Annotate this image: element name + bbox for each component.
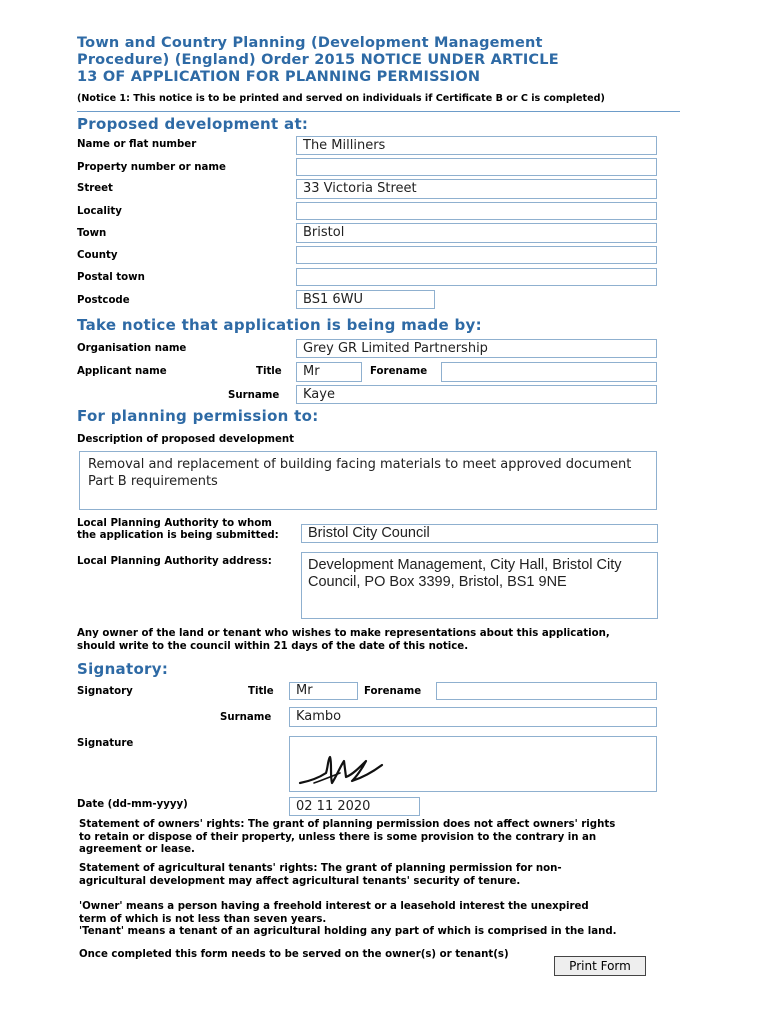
postcode-field[interactable]: BS1 6WU: [296, 290, 435, 309]
county-label: County: [77, 250, 118, 261]
applicant-surname-field[interactable]: Kaye: [296, 385, 657, 404]
organisation-label: Organisation name: [77, 343, 187, 354]
signatory-title-label: Title: [248, 686, 274, 697]
applicant-label: Applicant name: [77, 366, 167, 377]
applicant-surname-label: Surname: [228, 390, 280, 401]
statement-line: agreement or lease.: [79, 844, 195, 855]
definition-line: term of which is not less than seven years.: [79, 913, 327, 925]
applicant-forename-label: Forename: [370, 366, 428, 377]
town-field[interactable]: Bristol: [296, 223, 657, 243]
applicant-heading: Take notice that application is being made by:: [77, 316, 482, 334]
property-label: Property number or name: [77, 162, 226, 173]
form-title-line: Procedure) (England) Order 2015 NOTICE UNDER ARTICLE: [77, 52, 559, 68]
postal-town-field[interactable]: [296, 268, 657, 286]
representations-line: should write to the council within 21 days of the date of this notice.: [77, 640, 469, 652]
handwritten-signature: [290, 737, 656, 791]
statement-line: to retain or dispose of their property, unless there is some provision to the contrary in an: [79, 831, 597, 843]
date-field[interactable]: 02 11 2020: [289, 797, 420, 816]
applicant-title-label: Title: [256, 366, 282, 377]
tenants-rights-statement: [79, 863, 562, 888]
completion-instruction: Once completed this form needs to be served on the owner(s) or tenant(s): [79, 949, 509, 960]
print-form-button[interactable]: Print Form: [554, 956, 646, 976]
date-label: Date (dd-mm-yyyy): [77, 799, 188, 810]
signatory-forename-label: Forename: [364, 686, 422, 697]
owners-rights-statement: [79, 819, 615, 857]
signatory-forename-field[interactable]: [436, 682, 657, 700]
signatory-heading: Signatory:: [77, 660, 169, 678]
postcode-label: Postcode: [77, 295, 130, 306]
representations-line: Any owner of the land or tenant who wishes to make representations about this application,: [77, 628, 610, 639]
description-label: Description of proposed development: [77, 434, 295, 445]
description-field[interactable]: Removal and replacement of building facing materials to meet approved document Part B requirements: [79, 451, 657, 510]
statement-line: Statement of owners' rights: The grant of planning permission does not affect owners' rights: [79, 819, 616, 830]
signature-field[interactable]: [289, 736, 657, 792]
form-title-line: 13 OF APPLICATION FOR PLANNING PERMISSION: [77, 69, 481, 85]
definition-line: 'Tenant' means a tenant of an agricultural holding any part of which is comprised in the land.: [79, 926, 617, 937]
header-divider: [77, 111, 680, 112]
applicant-title-field[interactable]: Mr: [296, 362, 362, 382]
signature-label: Signature: [77, 738, 134, 749]
flat-label: Name or flat number: [77, 139, 197, 150]
signatory-title-field[interactable]: Mr: [289, 682, 358, 700]
definition-line: 'Owner' means a person having a freehold interest or a leasehold interest the unexpired: [79, 901, 589, 912]
form-title: [77, 35, 559, 86]
county-field[interactable]: [296, 246, 657, 264]
representations-text: [77, 628, 610, 653]
notice-instruction: (Notice 1: This notice is to be printed and served on individuals if Certificate B or C is completed): [77, 93, 605, 104]
lpa-label-line: the application is being submitted:: [77, 530, 279, 541]
statement-line: Statement of agricultural tenants' rights: The grant of planning permission for non-: [79, 863, 562, 874]
proposed-heading: Proposed development at:: [77, 115, 309, 133]
signatory-surname-label: Surname: [220, 712, 272, 723]
statement-line: agricultural development may affect agricultural tenants' security of tenure.: [79, 875, 521, 887]
lpa-label-line: Local Planning Authority to whom: [77, 518, 272, 529]
flat-field[interactable]: The Milliners: [296, 136, 657, 155]
locality-field[interactable]: [296, 202, 657, 220]
lpa-label: [77, 518, 279, 542]
lpa-field[interactable]: Bristol City Council: [301, 524, 658, 543]
signatory-label: Signatory: [77, 686, 133, 697]
permission-heading: For planning permission to:: [77, 407, 319, 425]
lpa-address-label: Local Planning Authority address:: [77, 556, 272, 567]
form-title-line: Town and Country Planning (Development Management: [77, 35, 543, 51]
definitions: [79, 901, 617, 939]
street-label: Street: [77, 183, 113, 194]
postal-town-label: Postal town: [77, 272, 145, 283]
locality-label: Locality: [77, 206, 122, 217]
signatory-surname-field[interactable]: Kambo: [289, 707, 657, 727]
street-field[interactable]: 33 Victoria Street: [296, 179, 657, 199]
organisation-field[interactable]: Grey GR Limited Partnership: [296, 339, 657, 358]
lpa-address-field[interactable]: Development Management, City Hall, Bristol City Council, PO Box 3399, Bristol, BS1 9NE: [301, 552, 658, 619]
applicant-forename-field[interactable]: [441, 362, 657, 382]
town-label: Town: [77, 228, 107, 239]
property-field[interactable]: [296, 158, 657, 176]
